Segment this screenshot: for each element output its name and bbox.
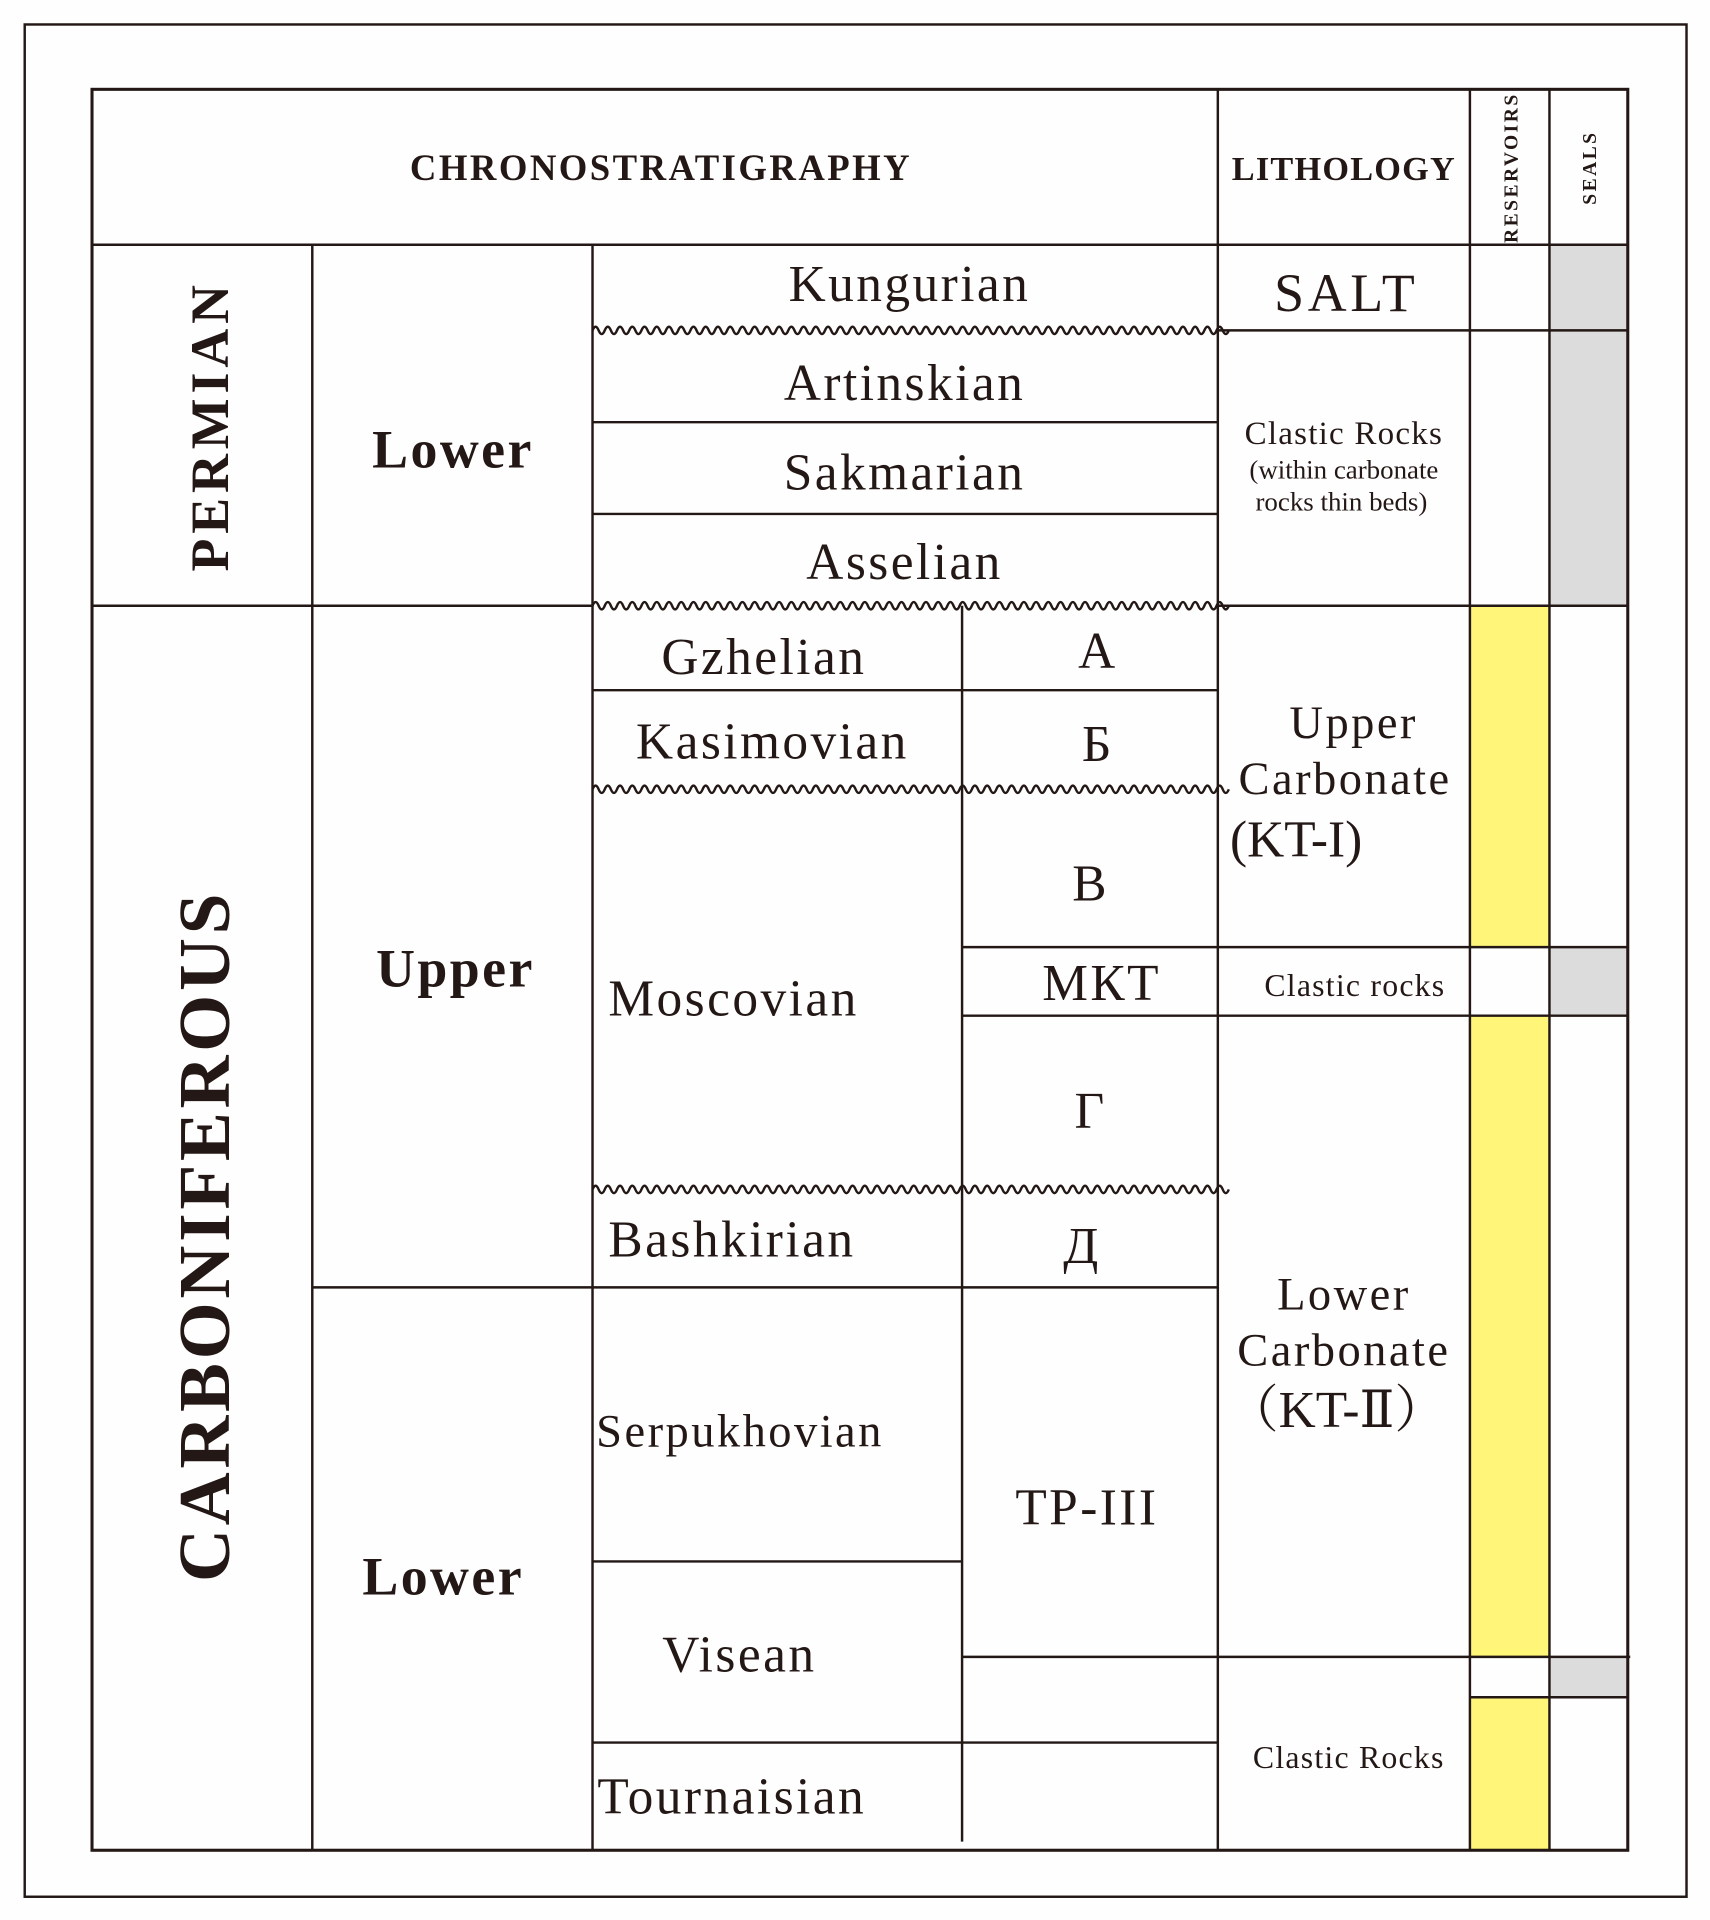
lith-clastic-1-note2: rocks thin beds) (1255, 486, 1428, 517)
horizon-g: Г (1074, 1083, 1105, 1141)
lith-salt: SALT (1274, 262, 1419, 323)
unconformity-kungurian (593, 327, 1229, 334)
seal-fills (1549, 245, 1627, 1698)
reservoir-kt2 (1470, 1016, 1550, 1657)
horizon-mkt: МКТ (1042, 954, 1161, 1012)
horizon-v: В (1072, 855, 1107, 913)
lith-clastic-2: Clastic rocks (1264, 968, 1446, 1004)
lithology-column (1227, 263, 1451, 1775)
horizons (1015, 623, 1161, 1537)
lith-lower-carb-2: Carbonate (1237, 1325, 1451, 1377)
header-seals: SEALS (1579, 130, 1601, 205)
stages (596, 256, 1030, 1826)
lith-upper-carb-2: Carbonate (1238, 754, 1452, 806)
lith-clastic-1: Clastic Rocks (1244, 416, 1444, 453)
reservoir-kt1 (1470, 606, 1550, 947)
horizon-b: Б (1081, 716, 1112, 774)
horizon-d: Д (1063, 1217, 1099, 1275)
stage-moscovian: Moscovian (608, 970, 859, 1028)
stage-visean: Visean (662, 1626, 817, 1684)
stage-kungurian: Kungurian (788, 256, 1031, 314)
stage-bashkirian: Bashkirian (608, 1211, 856, 1269)
stage-gzhelian: Gzhelian (661, 629, 867, 687)
lith-upper-carb-1: Upper (1289, 697, 1418, 749)
stage-artinskian: Artinskian (783, 355, 1026, 413)
stage-tournaisian: Tournaisian (597, 1768, 867, 1826)
stage-asselian: Asselian (806, 533, 1003, 591)
series-carb-lower: Lower (362, 1546, 525, 1607)
lith-clastic-1-note1: (within carbonate (1249, 454, 1439, 485)
system-carboniferous: CARBONIFEROUS (164, 889, 246, 1583)
seal-lower (1549, 1657, 1627, 1697)
system-permian: PERMIAN (179, 280, 240, 572)
reservoir-lower (1470, 1697, 1550, 1850)
seal-mkt (1549, 947, 1627, 1016)
header-chronostratigraphy: CHRONOSTRATIGRAPHY (409, 146, 913, 188)
seal-permian (1549, 245, 1627, 606)
unconformity-kasimovian-base (593, 786, 1229, 793)
series-permian-lower: Lower (372, 419, 534, 480)
lith-lower-carb-3: （KT-Ⅱ） (1227, 1381, 1446, 1439)
horizon-a: А (1078, 623, 1116, 681)
lith-clastic-3: Clastic Rocks (1252, 1740, 1445, 1776)
stage-kasimovian: Kasimovian (636, 713, 909, 771)
reservoir-fills (1470, 606, 1550, 1851)
stage-sakmarian: Sakmarian (783, 444, 1026, 502)
series-carb-upper: Upper (376, 938, 535, 999)
header-reservoirs: RESERVOIRS (1501, 92, 1523, 243)
unconformity-moscovian-base (593, 1186, 1229, 1193)
lith-upper-carb-3: (KT-I) (1230, 811, 1363, 869)
stage-serpukhovian: Serpukhovian (596, 1406, 884, 1458)
lith-lower-carb-1: Lower (1277, 1269, 1411, 1321)
horizon-tp3: TP-III (1015, 1479, 1159, 1537)
unconformity-permian-base (593, 602, 1229, 609)
header-lithology: LITHOLOGY (1231, 149, 1456, 188)
